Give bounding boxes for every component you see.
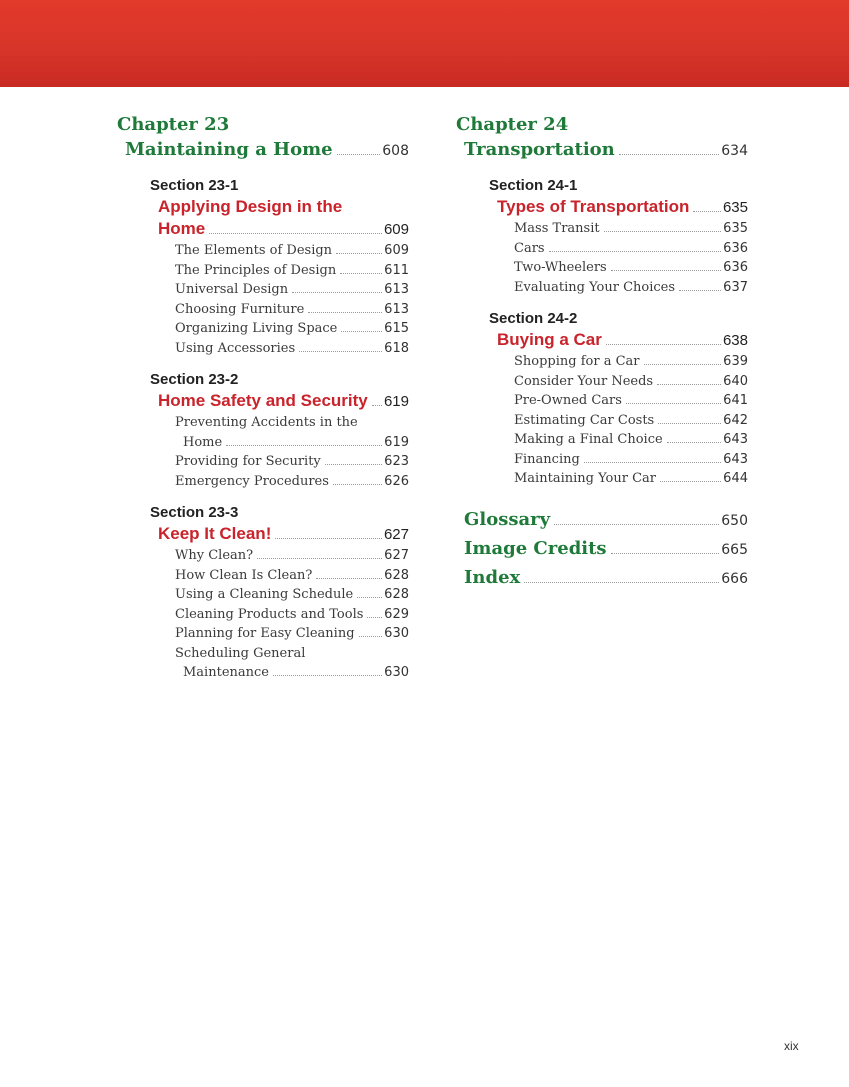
toc-entry[interactable] <box>117 566 409 586</box>
dot-leader <box>611 269 721 271</box>
dot-leader <box>657 383 721 385</box>
page-number: 609 <box>384 243 409 258</box>
toc-entry[interactable] <box>456 258 748 278</box>
page-number: 618 <box>384 340 409 356</box>
dot-leader <box>660 480 721 482</box>
dot-leader <box>333 483 382 485</box>
chapter-title-row[interactable] <box>117 137 409 164</box>
page-number: 636 <box>723 260 748 275</box>
entry-title: Making a Final Choice <box>514 432 663 447</box>
page-number: 615 <box>384 321 409 336</box>
toc-entry[interactable] <box>117 452 409 472</box>
entry-title: Cars <box>514 240 545 256</box>
dot-leader <box>667 441 721 443</box>
page-number: 650 <box>721 512 748 529</box>
dot-leader <box>340 272 382 274</box>
page-number: 629 <box>384 606 409 622</box>
dot-leader <box>549 250 722 252</box>
toc-entry[interactable] <box>117 413 409 452</box>
entry-title: Two-Wheelers <box>514 260 607 275</box>
dot-leader <box>606 343 721 345</box>
section-title-row[interactable] <box>117 390 409 413</box>
page-number: 665 <box>721 541 748 558</box>
dot-leader <box>275 537 382 539</box>
back-matter-glossary[interactable] <box>456 507 748 534</box>
toc-entry[interactable] <box>456 372 748 392</box>
page-number: 613 <box>384 301 409 317</box>
section-title-row[interactable] <box>456 196 748 219</box>
page-number: 637 <box>723 279 748 295</box>
chapter-label: Chapter 24 <box>456 114 569 135</box>
toc-entry[interactable] <box>117 319 409 339</box>
dot-leader <box>209 232 382 234</box>
entry-title: Pre-Owned Cars <box>514 393 622 408</box>
page-number: 619 <box>384 434 409 450</box>
section-title-row[interactable] <box>456 329 748 352</box>
section-label: Section 23-3 <box>150 504 239 521</box>
page-number: 626 <box>384 473 409 489</box>
entry-title-line1: Scheduling General <box>175 645 306 661</box>
entry-title: Financing <box>514 451 580 467</box>
dot-leader <box>611 552 720 554</box>
dot-leader <box>584 461 721 463</box>
entry-title: Cleaning Products and Tools <box>175 606 364 622</box>
entry-title: Universal Design <box>175 282 289 297</box>
toc-entry[interactable] <box>117 546 409 566</box>
entry-title-line1: Preventing Accidents in the <box>175 415 358 430</box>
toc-entry[interactable] <box>117 339 409 359</box>
dot-leader <box>658 422 721 424</box>
toc-entry[interactable] <box>456 469 748 489</box>
dot-leader <box>336 252 382 254</box>
page-number: 628 <box>384 587 409 602</box>
toc-entry[interactable] <box>456 239 748 259</box>
dot-leader <box>257 557 382 559</box>
entry-title: Maintaining Your Car <box>514 471 656 486</box>
back-matter-title: Glossary <box>464 508 551 530</box>
toc-entry[interactable] <box>456 352 748 372</box>
dot-leader <box>644 363 722 365</box>
dot-leader <box>341 330 382 332</box>
toc-column-right <box>456 113 748 592</box>
dot-leader <box>367 616 382 618</box>
dot-leader <box>337 153 381 155</box>
section-label: Section 23-2 <box>150 371 239 388</box>
toc-entry[interactable] <box>456 430 748 450</box>
section-title-row[interactable] <box>117 196 409 241</box>
page-number: 619 <box>383 393 409 410</box>
section-title: Home Safety and Security <box>158 391 368 410</box>
entry-title: The Elements of Design <box>175 243 333 258</box>
toc-entry[interactable] <box>456 391 748 411</box>
dot-leader <box>325 463 382 465</box>
dot-leader <box>292 291 382 293</box>
chapter-label: Chapter 23 <box>117 114 230 135</box>
dot-leader <box>308 311 382 313</box>
toc-entry[interactable] <box>456 219 748 239</box>
entry-title: How Clean Is Clean? <box>175 567 313 583</box>
section-label: Section 24-1 <box>489 177 578 194</box>
entry-title: Shopping for a Car <box>514 354 640 369</box>
page-number: 635 <box>722 199 748 216</box>
toc-entry[interactable] <box>117 241 409 261</box>
entry-title: Organizing Living Space <box>175 321 338 336</box>
entry-title: Estimating Car Costs <box>514 412 655 428</box>
section-title-row[interactable] <box>117 523 409 546</box>
dot-leader <box>372 404 382 406</box>
section-label: Section 23-1 <box>150 177 239 194</box>
page-number: 630 <box>384 626 409 641</box>
section-title: Buying a Car <box>497 330 602 349</box>
section-title: Keep It Clean! <box>158 524 272 543</box>
toc-entry[interactable] <box>117 644 409 683</box>
dot-leader <box>619 153 720 155</box>
dot-leader <box>604 230 722 232</box>
toc-column-left <box>117 113 409 683</box>
page-number: 623 <box>384 454 409 469</box>
page-number: 627 <box>383 526 409 543</box>
dot-leader <box>357 596 382 598</box>
page-number: 636 <box>723 240 748 256</box>
page-folio: xix <box>784 1039 799 1053</box>
page-number: 609 <box>383 221 409 238</box>
toc-entry[interactable] <box>117 605 409 625</box>
dot-leader <box>693 210 721 212</box>
page-number: 640 <box>723 373 748 389</box>
page-number: 613 <box>384 282 409 297</box>
back-matter-title: Index <box>464 566 521 588</box>
page-number: 627 <box>384 548 409 563</box>
toc-entry[interactable] <box>456 450 748 470</box>
entry-title: Why Clean? <box>175 548 254 563</box>
section-title-line1: Applying Design in the <box>158 197 343 216</box>
entry-title: Emergency Procedures <box>175 473 329 489</box>
entry-title: Providing for Security <box>175 454 321 469</box>
back-matter-title: Image Credits <box>464 537 607 559</box>
page-number: 630 <box>384 665 409 680</box>
toc-entry[interactable] <box>456 278 748 298</box>
page-number: 644 <box>723 471 748 486</box>
entry-title-line2: Home <box>183 434 223 450</box>
section-title: Types of Transportation <box>497 197 690 216</box>
dot-leader <box>554 523 719 525</box>
back-matter-index[interactable] <box>456 565 748 592</box>
dot-leader <box>359 635 383 637</box>
dot-leader <box>273 674 382 676</box>
entry-title: Choosing Furniture <box>175 301 305 317</box>
dot-leader <box>316 577 382 579</box>
chapter-title-row[interactable] <box>456 137 748 164</box>
page-number: 639 <box>723 354 748 369</box>
page-number: 634 <box>721 143 748 159</box>
toc-entry[interactable] <box>117 300 409 320</box>
section-title-line2: Home <box>158 219 206 238</box>
toc-entry[interactable] <box>117 261 409 281</box>
dot-leader <box>524 581 719 583</box>
toc-entry[interactable] <box>117 472 409 492</box>
dot-leader <box>299 350 382 352</box>
page-number: 611 <box>384 262 409 278</box>
dot-leader <box>679 289 721 291</box>
entry-title: The Principles of Design <box>175 262 337 278</box>
section-label: Section 24-2 <box>489 310 578 327</box>
entry-title: Using Accessories <box>175 340 296 356</box>
toc-entry[interactable] <box>456 411 748 431</box>
toc-entry[interactable] <box>117 624 409 644</box>
entry-title: Using a Cleaning Schedule <box>175 587 354 602</box>
back-matter-image-credits[interactable] <box>456 536 748 563</box>
dot-leader <box>226 444 382 446</box>
page-number: 638 <box>722 332 748 349</box>
chapter-title: Maintaining a Home <box>125 139 333 160</box>
page-number: 666 <box>721 570 748 587</box>
entry-title: Planning for Easy Cleaning <box>175 626 355 641</box>
entry-title: Consider Your Needs <box>514 373 654 389</box>
page-number: 643 <box>723 432 748 447</box>
chapter-title: Transportation <box>464 139 615 160</box>
page-number: 608 <box>382 143 409 159</box>
dot-leader <box>626 402 721 404</box>
page-number: 635 <box>723 221 748 236</box>
page-number: 641 <box>723 393 748 408</box>
toc-entry[interactable] <box>117 280 409 300</box>
page-number: 628 <box>384 567 409 583</box>
toc-entry[interactable] <box>117 585 409 605</box>
entry-title: Mass Transit <box>514 221 600 236</box>
entry-title-line2: Maintenance <box>183 665 269 680</box>
header-banner <box>0 0 849 87</box>
page-number: 642 <box>723 412 748 428</box>
page-number: 643 <box>723 451 748 467</box>
entry-title: Evaluating Your Choices <box>514 279 676 295</box>
